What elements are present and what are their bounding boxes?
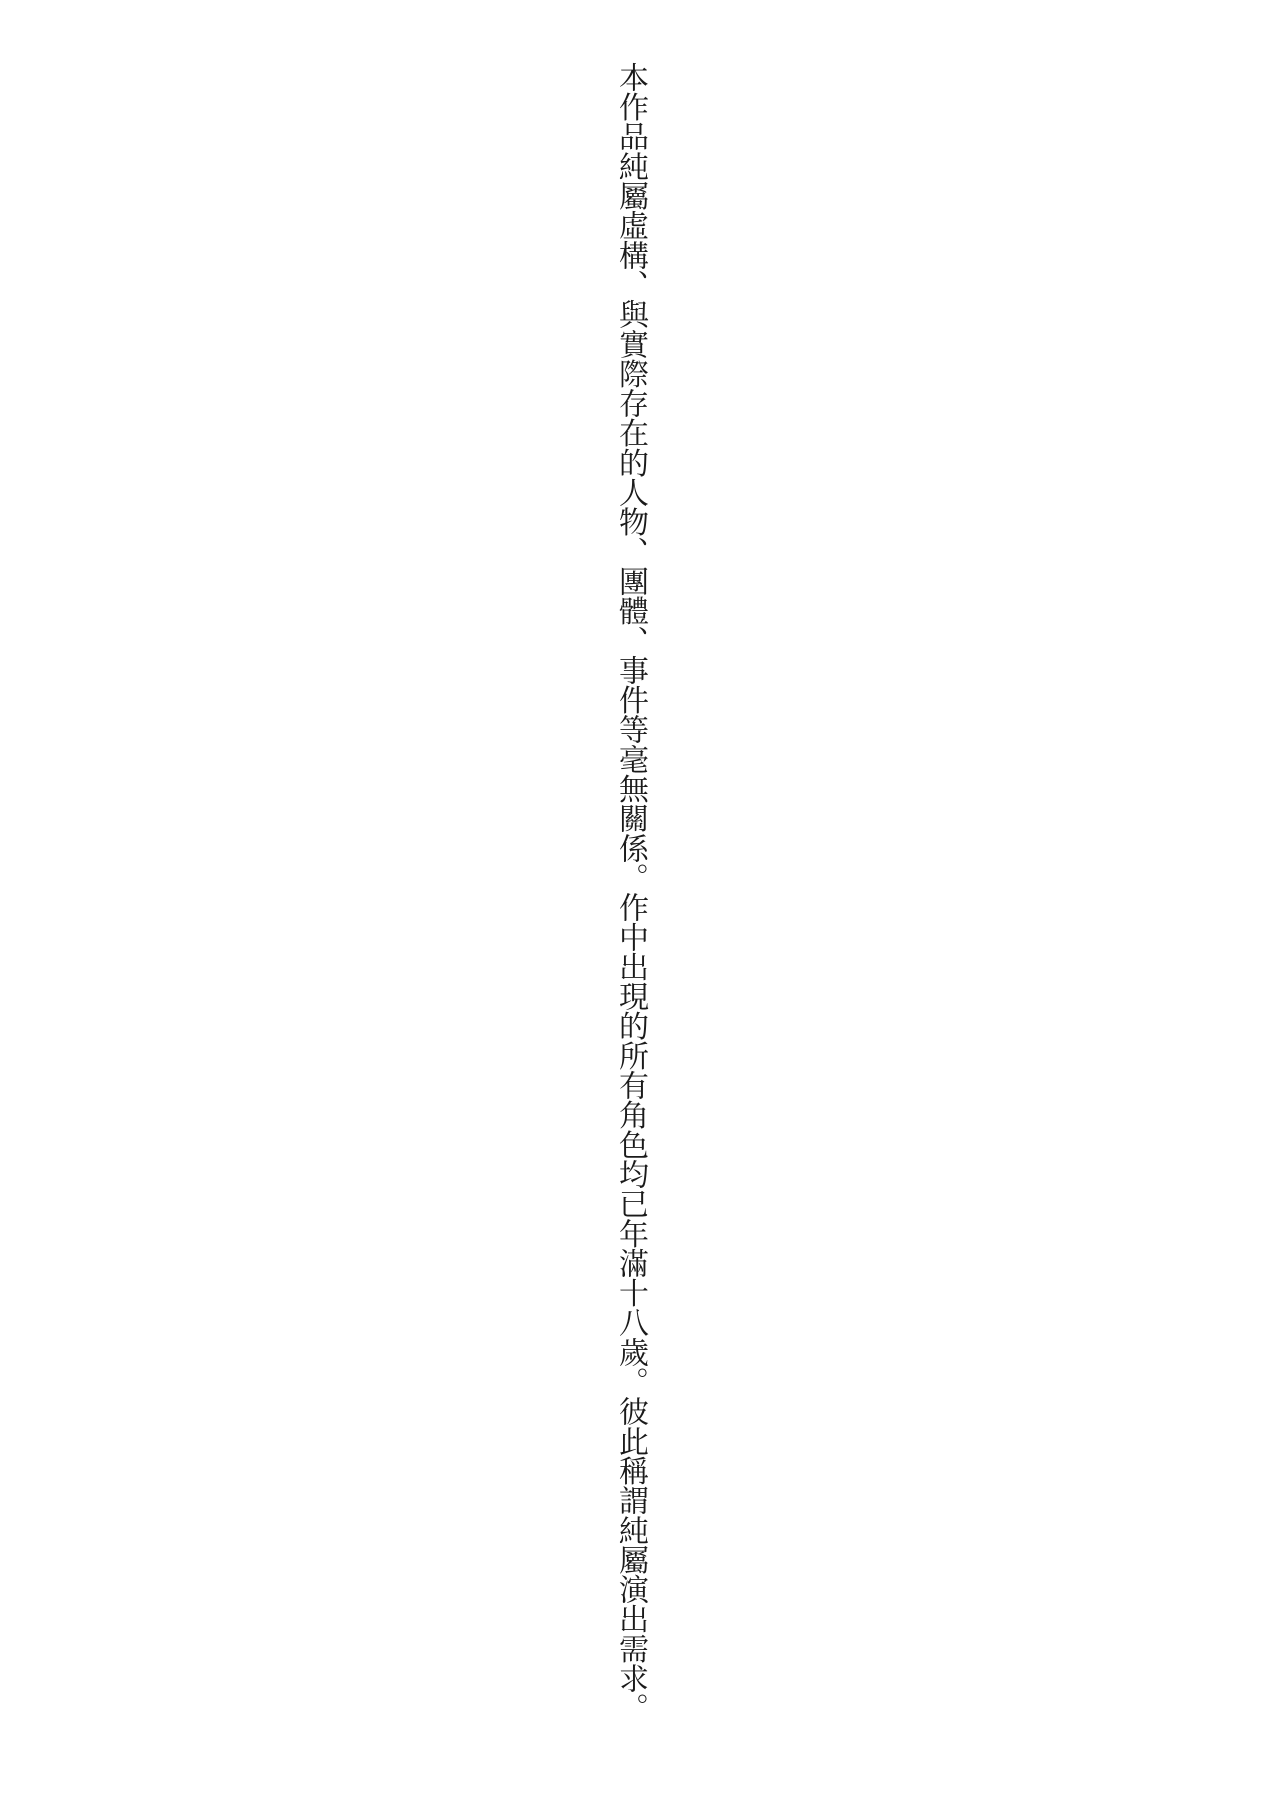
disclaimer-text: 本作品純屬虛構、與實際存在的人物、團體、事件等毫無關係。作中出現的所有角色均已年滿十八歲。彼此稱謂純屬演出需求。 [614,62,647,1723]
